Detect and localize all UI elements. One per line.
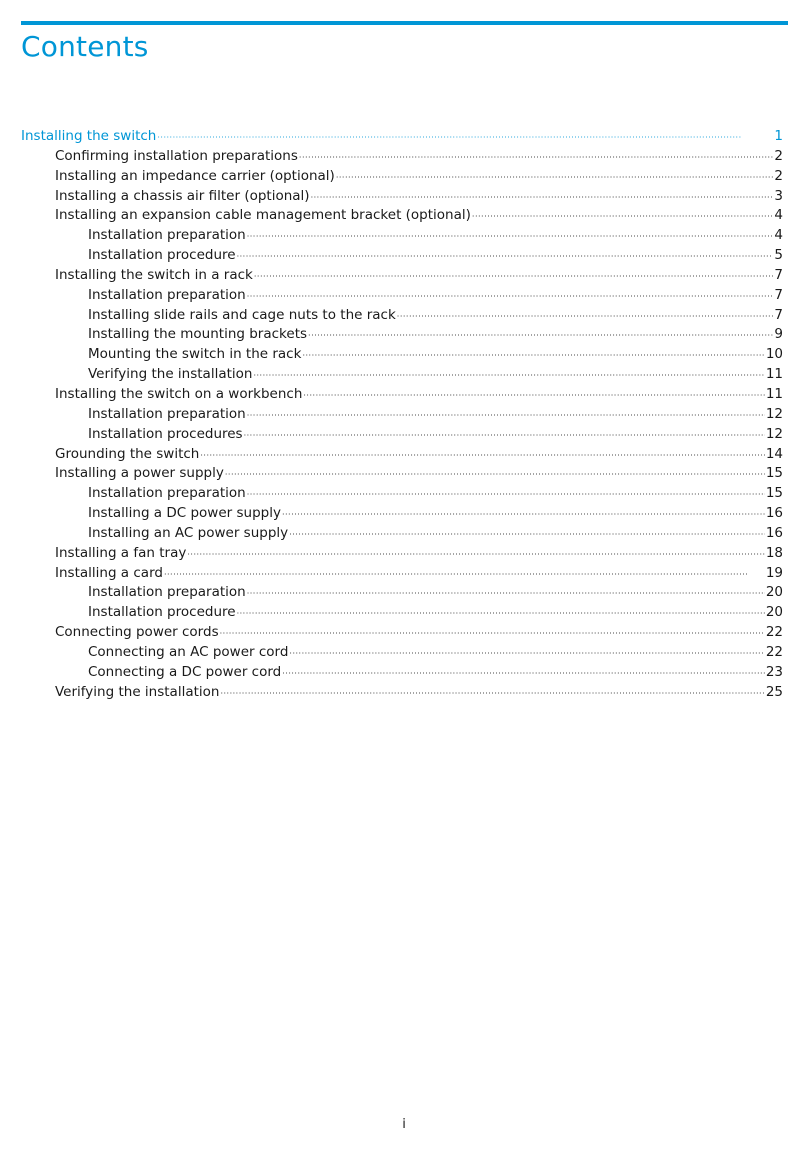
- page-number: i: [402, 1117, 406, 1132]
- toc-entry-title: Installing the switch in a rack: [55, 266, 253, 283]
- toc-entry-title: Installing a power supply: [55, 465, 224, 482]
- toc-entry-title: Installing an expansion cable management bracket (optional): [55, 207, 471, 224]
- toc-entry-page: 16: [765, 524, 783, 541]
- toc-entry[interactable]: [21, 127, 783, 147]
- toc-entry-title: Installing slide rails and cage nuts to the rack: [88, 306, 396, 323]
- toc-entry[interactable]: [21, 167, 783, 187]
- toc-entry-title: Installing a fan tray: [55, 544, 187, 561]
- toc-dot-leader: [200, 446, 764, 466]
- toc-entry-page: 22: [765, 624, 783, 641]
- toc-entry[interactable]: [21, 425, 783, 445]
- toc-entry-title: Connecting power cords: [55, 624, 219, 641]
- toc-entry[interactable]: [21, 464, 783, 484]
- toc-entry-title: Installing an AC power supply: [88, 524, 289, 541]
- toc-entry-page: 18: [765, 544, 783, 561]
- toc-entry-page: 22: [765, 643, 783, 660]
- toc-dot-leader: [237, 604, 765, 624]
- toc-entry-title: Verifying the installation: [55, 683, 220, 700]
- toc-entry[interactable]: [21, 663, 783, 683]
- toc-entry-page: 14: [765, 445, 783, 462]
- toc-entry-title: Connecting an AC power cord: [88, 643, 289, 660]
- toc-entry[interactable]: [21, 187, 783, 207]
- toc-entry-title: Installation preparation: [88, 584, 246, 601]
- toc-entry-title: Installing the switch on a workbench: [55, 385, 303, 402]
- toc-entry-title: Installation preparation: [88, 227, 246, 244]
- toc-entry[interactable]: [21, 266, 783, 286]
- toc-entry-title: Installing an impedance carrier (optional): [55, 167, 335, 184]
- toc-entry[interactable]: [21, 623, 783, 643]
- toc-entry-page: 11: [765, 385, 783, 402]
- toc-dot-leader: [247, 584, 765, 604]
- toc-entry-title: Installing the mounting brackets: [88, 326, 308, 343]
- toc-entry[interactable]: [21, 385, 783, 405]
- toc-entry-title: Installing a DC power supply: [88, 505, 281, 522]
- toc-entry[interactable]: [21, 246, 783, 266]
- toc-entry-title: Installing a chassis air filter (optional): [55, 187, 310, 204]
- toc-entry-title: Grounding the switch: [55, 445, 200, 462]
- toc-entry-title: Installation preparation: [88, 286, 246, 303]
- toc-dot-leader: [164, 565, 765, 585]
- toc-entry[interactable]: [21, 643, 783, 663]
- toc-entry[interactable]: [21, 504, 783, 524]
- toc-entry[interactable]: [21, 564, 783, 584]
- toc-dot-leader: [220, 684, 764, 704]
- toc-entry-title: Installation preparation: [88, 405, 246, 422]
- toc-entry-page: 25: [765, 683, 783, 700]
- toc-dot-leader: [336, 168, 774, 188]
- toc-entry-page: 3: [774, 187, 783, 204]
- toc-entry-title: Installing the switch: [21, 128, 157, 144]
- toc-dot-leader: [311, 188, 774, 208]
- toc-entry-page: 2: [774, 147, 783, 164]
- toc-dot-leader: [247, 485, 765, 505]
- toc-dot-leader: [220, 624, 765, 644]
- toc-dot-leader: [472, 207, 774, 227]
- toc-entry[interactable]: [21, 206, 783, 226]
- toc-entry-title: Installation procedures: [88, 425, 243, 442]
- toc-entry-page: 12: [765, 425, 783, 442]
- toc-entry-page: 23: [765, 663, 783, 680]
- toc-entry[interactable]: [21, 445, 783, 465]
- toc-entry[interactable]: [21, 365, 783, 385]
- toc-entry[interactable]: [21, 306, 783, 326]
- toc-dot-leader: [282, 505, 765, 525]
- toc-entry-page: 12: [765, 405, 783, 422]
- page-title: Contents: [21, 30, 149, 63]
- toc-entry-page: 2: [774, 167, 783, 184]
- toc-entry-title: Confirming installation preparations: [55, 147, 298, 164]
- toc-entry[interactable]: [21, 405, 783, 425]
- toc-dot-leader: [247, 406, 765, 426]
- toc-entry-page: 20: [765, 604, 783, 621]
- toc-entry[interactable]: [21, 345, 783, 365]
- toc-dot-leader: [187, 545, 764, 565]
- toc-entry-page: 15: [765, 485, 783, 502]
- toc-entry-page: 7: [774, 266, 783, 283]
- toc-entry-page: 7: [774, 286, 783, 303]
- toc-entry[interactable]: [21, 603, 783, 623]
- toc-entry[interactable]: [21, 683, 783, 703]
- toc-entry[interactable]: [21, 325, 783, 345]
- toc-dot-leader: [254, 267, 774, 287]
- toc-entry-page: 11: [765, 366, 783, 383]
- toc-entry-page: 1: [774, 128, 783, 144]
- toc-dot-leader: [289, 644, 764, 664]
- toc-dot-leader: [253, 366, 764, 386]
- toc-entry-page: 9: [774, 326, 783, 343]
- toc-entry-page: 19: [765, 564, 783, 581]
- toc-entry-title: Connecting a DC power cord: [88, 663, 282, 680]
- toc-entry-title: Installing a card: [55, 564, 163, 581]
- toc-dot-leader: [225, 465, 765, 485]
- toc-entry-page: 16: [765, 505, 783, 522]
- toc-dot-leader: [397, 307, 774, 327]
- toc-entry[interactable]: [21, 544, 783, 564]
- toc-entry-page: 10: [765, 346, 783, 363]
- table-of-contents: [21, 127, 783, 702]
- toc-entry-page: 5: [774, 247, 783, 264]
- title-rule: [21, 21, 788, 25]
- toc-dot-leader: [237, 247, 774, 267]
- toc-entry-title: Installation procedure: [88, 247, 236, 264]
- toc-entry[interactable]: [21, 583, 783, 603]
- toc-entry[interactable]: [21, 484, 783, 504]
- toc-dot-leader: [299, 148, 774, 168]
- toc-entry-title: Verifying the installation: [88, 366, 253, 383]
- toc-dot-leader: [302, 346, 764, 366]
- toc-entry-page: 15: [765, 465, 783, 482]
- toc-dot-leader: [303, 386, 764, 406]
- toc-entry[interactable]: [21, 286, 783, 306]
- toc-dot-leader: [282, 664, 765, 684]
- toc-entry-page: 4: [774, 227, 783, 244]
- toc-entry[interactable]: [21, 524, 783, 544]
- toc-entry-page: 7: [774, 306, 783, 323]
- toc-dot-leader: [308, 326, 773, 346]
- toc-entry-title: Installation procedure: [88, 604, 236, 621]
- toc-dot-leader: [289, 525, 765, 545]
- toc-entry[interactable]: [21, 147, 783, 167]
- toc-dot-leader: [247, 287, 774, 307]
- toc-entry-page: 4: [774, 207, 783, 224]
- toc-entry[interactable]: [21, 226, 783, 246]
- toc-dot-leader: [244, 426, 765, 446]
- toc-entry-title: Mounting the switch in the rack: [88, 346, 302, 363]
- toc-dot-leader: [247, 227, 774, 247]
- toc-entry-page: 20: [765, 584, 783, 601]
- toc-entry-title: Installation preparation: [88, 485, 246, 502]
- toc-dot-leader: [157, 128, 773, 148]
